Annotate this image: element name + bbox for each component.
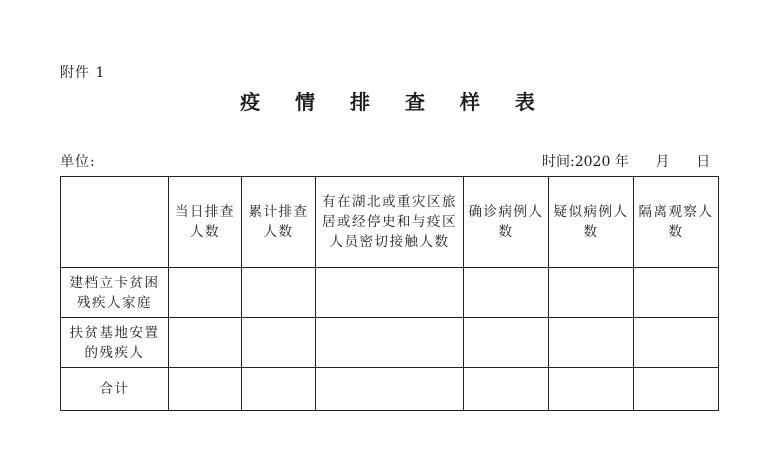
data-cell[interactable] bbox=[634, 368, 719, 411]
row-label-cell: 扶贫基地安置的残疾人 bbox=[61, 318, 169, 368]
data-cell[interactable] bbox=[549, 368, 634, 411]
table-row bbox=[61, 318, 719, 368]
data-cell[interactable] bbox=[169, 368, 242, 411]
date-year-suffix: 年 bbox=[614, 154, 629, 170]
date-year: 2020 bbox=[574, 154, 611, 170]
date-label: 时间: bbox=[542, 154, 575, 170]
row-label-cell: 合计 bbox=[61, 368, 169, 411]
data-cell[interactable] bbox=[169, 318, 242, 368]
unit-label: 单位: bbox=[60, 154, 96, 170]
table-row bbox=[61, 268, 719, 318]
row-label-cell: 建档立卡贫困残疾人家庭 bbox=[61, 268, 169, 318]
data-cell[interactable] bbox=[634, 268, 719, 318]
data-cell[interactable] bbox=[316, 318, 464, 368]
data-cell[interactable] bbox=[169, 268, 242, 318]
header-cell-quarantine: 隔离观察人数 bbox=[634, 177, 719, 268]
data-cell[interactable] bbox=[464, 368, 549, 411]
data-cell[interactable] bbox=[316, 268, 464, 318]
data-cell[interactable] bbox=[242, 368, 316, 411]
attachment-label: 附件 1 bbox=[60, 65, 106, 81]
data-cell[interactable] bbox=[549, 318, 634, 368]
date-month-suffix: 月 bbox=[655, 154, 670, 170]
header-corner-cell bbox=[61, 177, 169, 268]
header-cell-suspected: 疑似病例人数 bbox=[549, 177, 634, 268]
data-cell[interactable] bbox=[464, 268, 549, 318]
page-title: 疫 情 排 查 样 表 bbox=[240, 90, 549, 114]
data-cell[interactable] bbox=[316, 368, 464, 411]
data-cell[interactable] bbox=[242, 318, 316, 368]
header-cell-confirmed: 确诊病例人数 bbox=[464, 177, 549, 268]
header-cell-daily-checks: 当日排查人数 bbox=[169, 177, 242, 268]
data-cell[interactable] bbox=[549, 268, 634, 318]
data-cell[interactable] bbox=[242, 268, 316, 318]
data-cell[interactable] bbox=[634, 318, 719, 368]
survey-table bbox=[60, 176, 719, 411]
table-header-row bbox=[61, 177, 719, 268]
table-total-row bbox=[61, 368, 719, 411]
data-cell[interactable] bbox=[464, 318, 549, 368]
date-day-suffix: 日 bbox=[696, 154, 711, 170]
date-line bbox=[542, 151, 710, 171]
header-cell-cumulative-checks: 累计排查人数 bbox=[242, 177, 316, 268]
header-cell-travel-contact: 有在湖北或重灾区旅居或经停史和与疫区人员密切接触人数 bbox=[316, 177, 464, 268]
